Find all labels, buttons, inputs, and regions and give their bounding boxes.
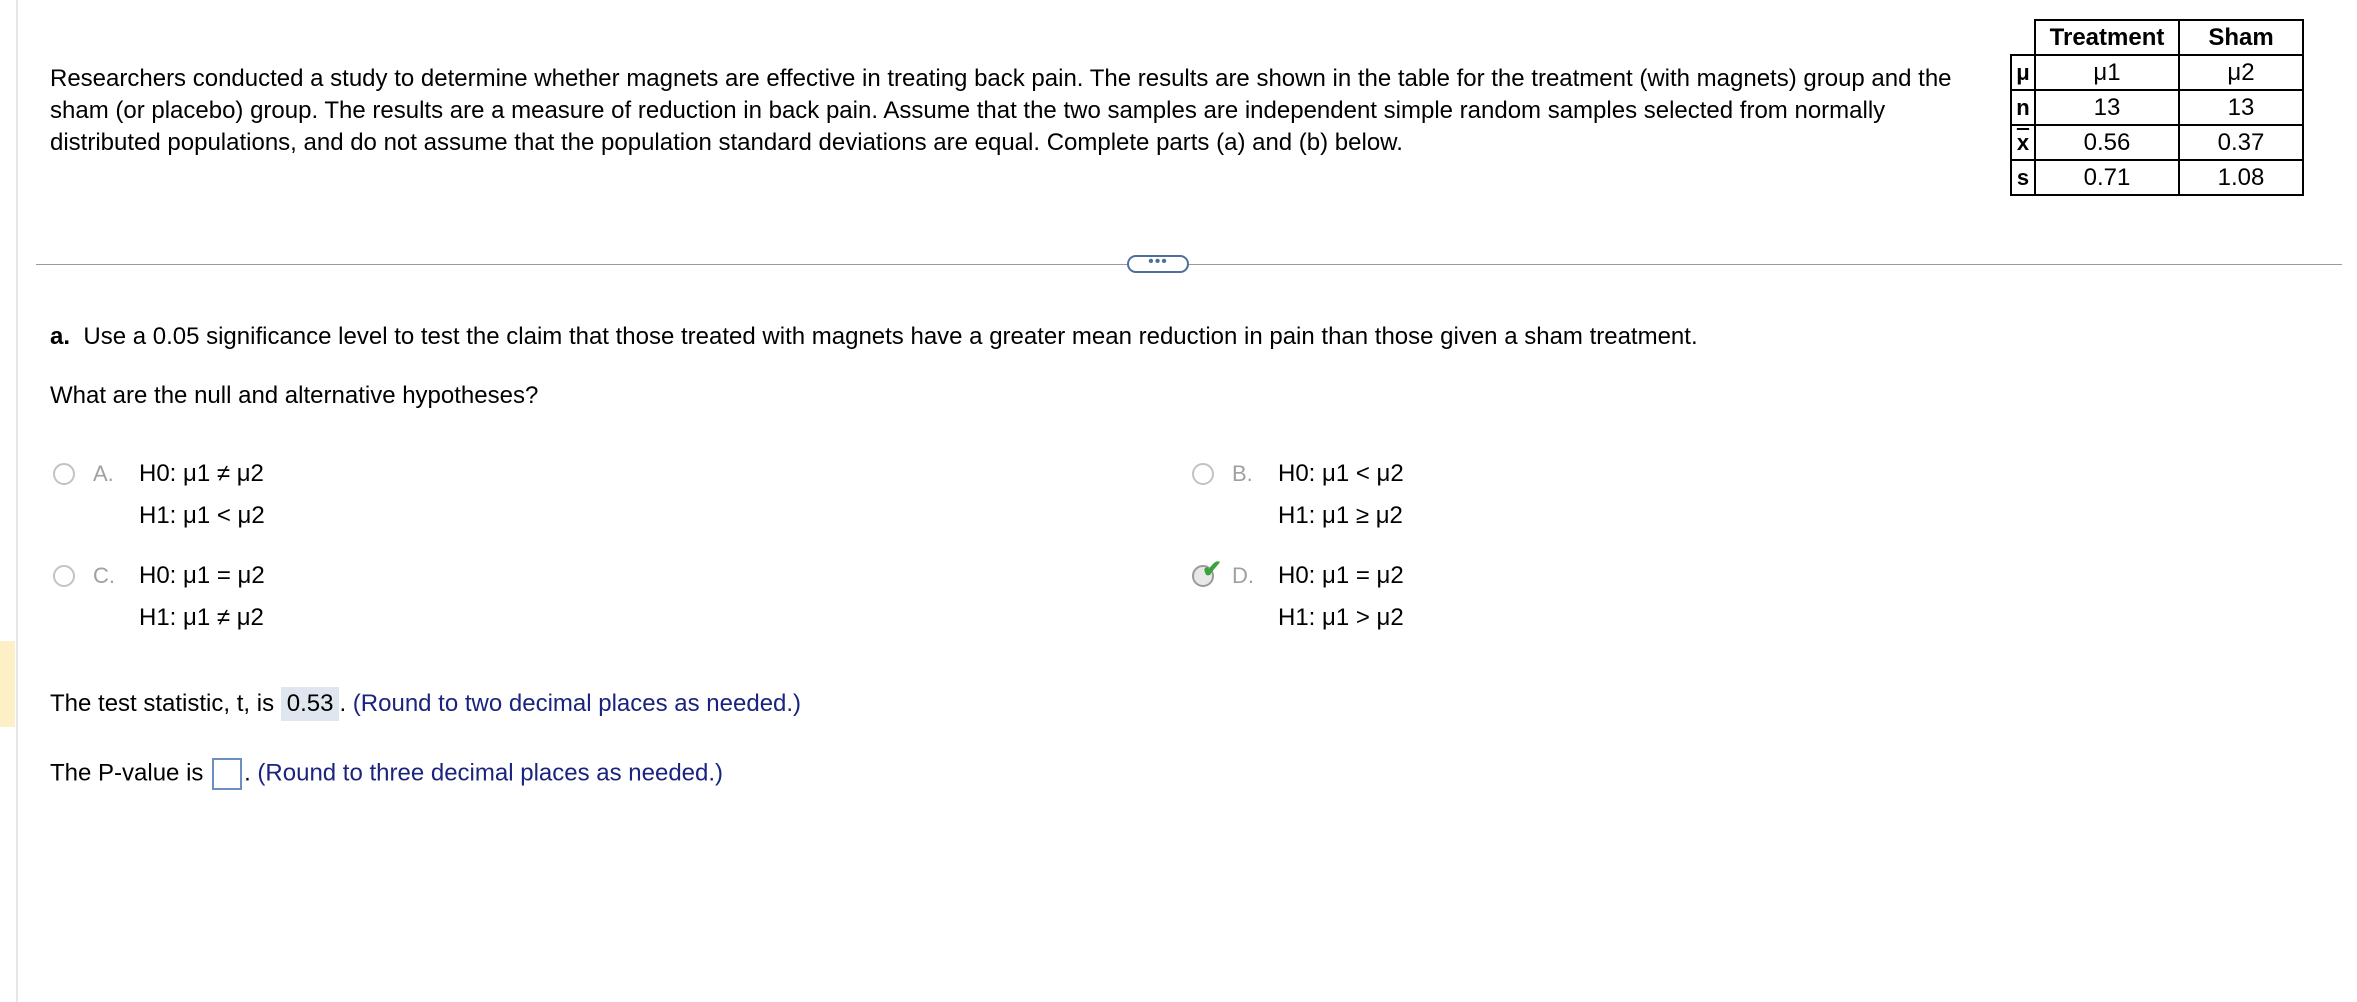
option-letter: B. [1232, 461, 1253, 486]
null-hypothesis: H0: μ1 = μ2 [139, 562, 265, 589]
column-header-sham: Sham [2179, 20, 2303, 55]
alternative-hypothesis: H1: μ1 > μ2 [1278, 604, 1404, 631]
data-table [2010, 19, 2304, 196]
radio-a[interactable] [53, 463, 75, 485]
alternative-hypothesis: H1: μ1 ≥ μ2 [1278, 502, 1403, 529]
problem-statement: Researchers conducted a study to determine whether magnets are effective in treating back pain. The results are shown in the table for the treatment (with magnets) group and the sham (or placebo) group. The results are a measure of reduction in back pain. Assume that the two samples are independent simple random samples selected from normally distributed populations, and do not assume that the population standard deviations are equal. Complete parts (a) and (b) below. [50, 65, 1952, 156]
option-letter: C. [93, 563, 115, 588]
cell-sham-mu: μ2 [2179, 55, 2303, 90]
table-row [2011, 55, 2303, 90]
cell-sham-n: 13 [2179, 90, 2303, 125]
row-label-s: s [2011, 160, 2035, 195]
table-row [2011, 125, 2303, 160]
part-a-label: a. [50, 323, 71, 350]
table-row [2011, 90, 2303, 125]
hypotheses-question: What are the null and alternative hypotheses? [50, 382, 539, 409]
radio-c[interactable] [53, 565, 75, 587]
test-statistic-hint: (Round to two decimal places as needed.) [352, 690, 802, 717]
test-statistic-prompt: The test statistic, t, is [50, 690, 275, 717]
cell-treatment-xbar: 0.56 [2035, 125, 2179, 160]
alternative-hypothesis: H1: μ1 ≠ μ2 [139, 604, 264, 631]
section-divider [36, 264, 2342, 265]
null-hypothesis: H0: μ1 = μ2 [1278, 562, 1404, 589]
expand-button[interactable]: ••• [1127, 255, 1189, 273]
radio-b[interactable] [1192, 463, 1214, 485]
row-label-xbar: $\overline{x}$ [2011, 125, 2035, 160]
check-icon: ✔ [1202, 556, 1223, 583]
option-letter: A. [93, 461, 114, 486]
p-value-prompt: The P-value is [50, 759, 204, 787]
cell-sham-s: 1.08 [2179, 160, 2303, 195]
null-hypothesis: H0: μ1 < μ2 [1278, 460, 1404, 487]
cell-treatment-s: 0.71 [2035, 160, 2179, 195]
row-label-mu: μ [2011, 55, 2035, 90]
cell-treatment-n: 13 [2035, 90, 2179, 125]
column-header-treatment: Treatment [2035, 20, 2179, 55]
p-value-input[interactable] [212, 758, 242, 790]
table-corner [2011, 20, 2035, 55]
alternative-hypothesis: H1: μ1 < μ2 [139, 502, 265, 529]
option-letter: D. [1232, 563, 1254, 588]
null-hypothesis: H0: μ1 ≠ μ2 [139, 460, 264, 487]
left-rail [16, 0, 18, 1002]
table-row [2011, 160, 2303, 195]
question-marker [0, 641, 15, 727]
p-value-suffix: . [244, 759, 258, 787]
p-value-line [50, 758, 723, 790]
row-label-n: n [2011, 90, 2035, 125]
table-header-row [2011, 20, 2303, 55]
test-statistic-suffix: . [339, 690, 353, 717]
cell-treatment-mu: μ1 [2035, 55, 2179, 90]
part-a-text: Use a 0.05 significance level to test the claim that those treated with magnets have a greater mean reduction in pain than those given a sham treatment. [83, 323, 1698, 350]
test-statistic-answer[interactable]: 0.53 [281, 687, 340, 721]
part-a-prompt [50, 322, 1698, 352]
p-value-hint: (Round to three decimal places as needed.) [257, 759, 724, 787]
cell-sham-xbar: 0.37 [2179, 125, 2303, 160]
test-statistic-line [50, 687, 801, 721]
